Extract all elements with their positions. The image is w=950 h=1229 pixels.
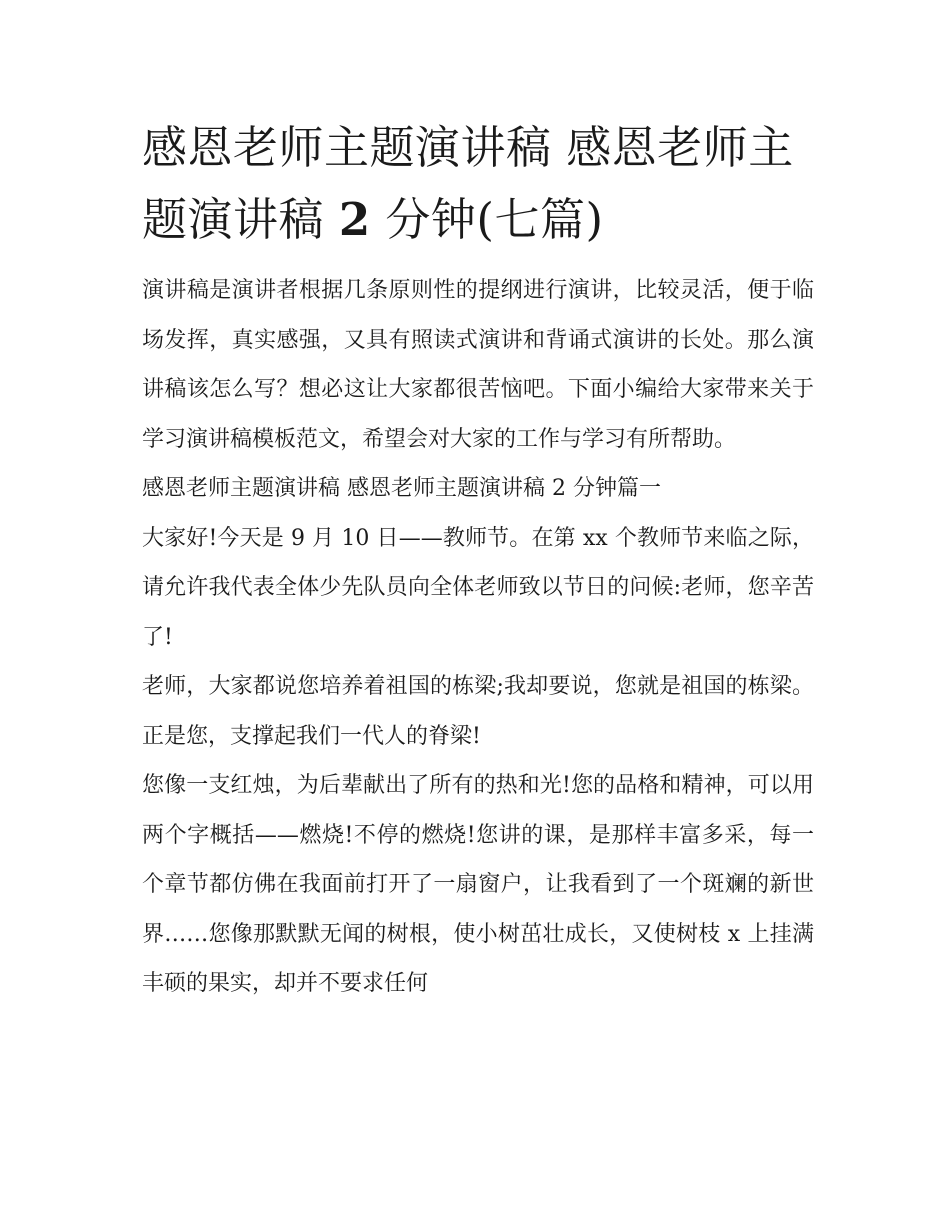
section-heading: 感恩老师主题演讲稿 感恩老师主题演讲稿 2 分钟篇一 (142, 476, 661, 501)
body-paragraph: 您像一支红烛，为后辈献出了所有的热和光!您的品格和精神，可以用两个字概括——燃烧!不停的燃烧!您讲的课，是那样丰富多采，每一个章节都仿佛在我面前打开了一扇窗户，让我看到了一个斑斓的新世界……您像那默默无闻的树根，使小树茁壮成长，又使树枝 x 上挂满丰硕的果实，却并不要求任何 (142, 773, 814, 996)
title-text-part1: 感恩老师主题演讲稿 感恩老师主题演讲稿 (142, 121, 794, 246)
title-number: 2 (338, 193, 371, 246)
document-body (142, 266, 814, 1009)
document-page (142, 112, 814, 1009)
title-text-part2: 分钟(七篇) (370, 193, 604, 246)
body-paragraph: 大家好!今天是 9 月 10 日——教师节。在第 xx 个教师节来临之际，请允许我代表全体少先队员向全体老师致以节日的问候:老师，您辛苦了! (142, 525, 814, 650)
body-paragraph: 老师，大家都说您培养着祖国的栋梁;我却要说，您就是祖国的栋梁。正是您，支撑起我们一代人的脊梁! (142, 674, 814, 749)
intro-paragraph: 演讲稿是演讲者根据几条原则性的提纲进行演讲，比较灵活，便于临场发挥，真实感强，又具有照读式演讲和背诵式演讲的长处。那么演讲稿该怎么写？想必这让大家都很苦恼吧。下面小编给大家带来关于学习演讲稿模板范文，希望会对大家的工作与学习有所帮助。 (142, 278, 814, 452)
document-title (142, 112, 814, 256)
